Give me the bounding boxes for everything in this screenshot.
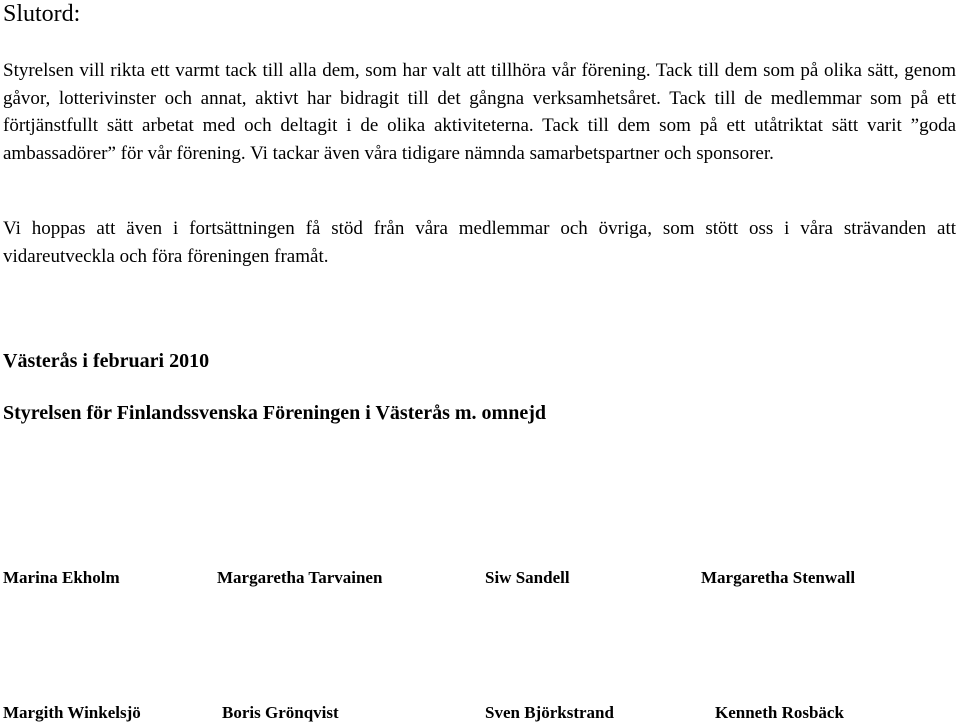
signatory-name: Margith Winkelsjö	[3, 703, 141, 722]
hope-paragraph: Vi hoppas att även i fortsättningen få stöd från våra medlemmar och övriga, som stött oss i våra strävanden att vidareutveckla och föra föreningen framåt.	[3, 218, 956, 267]
signatory-name: Kenneth Rosbäck	[715, 703, 844, 722]
page-heading: Slutord:	[3, 1, 81, 27]
signatory-name: Marina Ekholm	[3, 568, 120, 587]
signatory-name: Margaretha Tarvainen	[217, 568, 383, 587]
signatory-name: Boris Grönqvist	[222, 703, 339, 722]
signatory-name: Siw Sandell	[485, 568, 570, 587]
place-date: Västerås i februari 2010	[3, 350, 210, 372]
organization-name: Styrelsen för Finlandssvenska Föreningen i Västerås m. omnejd	[3, 402, 546, 424]
signatory-name: Sven Björkstrand	[485, 703, 614, 722]
thanks-paragraph: Styrelsen vill rikta ett varmt tack till alla dem, som har valt att tillhöra vår förening. Tack till dem som på olika sätt, genom gåvor, lotterivinster och annat, aktivt har bidragit till det gångna verksamhetsåret. Tack till de medlemmar som på ett förtjänstfullt sätt arbetat med och deltagit i de olika aktiviteterna. Tack till dem som på ett utåtriktat sätt varit ”goda ambassadörer” för vår förening. Vi tackar även våra tidigare nämnda samarbetspartner och sponsorer.	[3, 60, 956, 164]
signatory-name: Margaretha Stenwall	[701, 568, 856, 587]
